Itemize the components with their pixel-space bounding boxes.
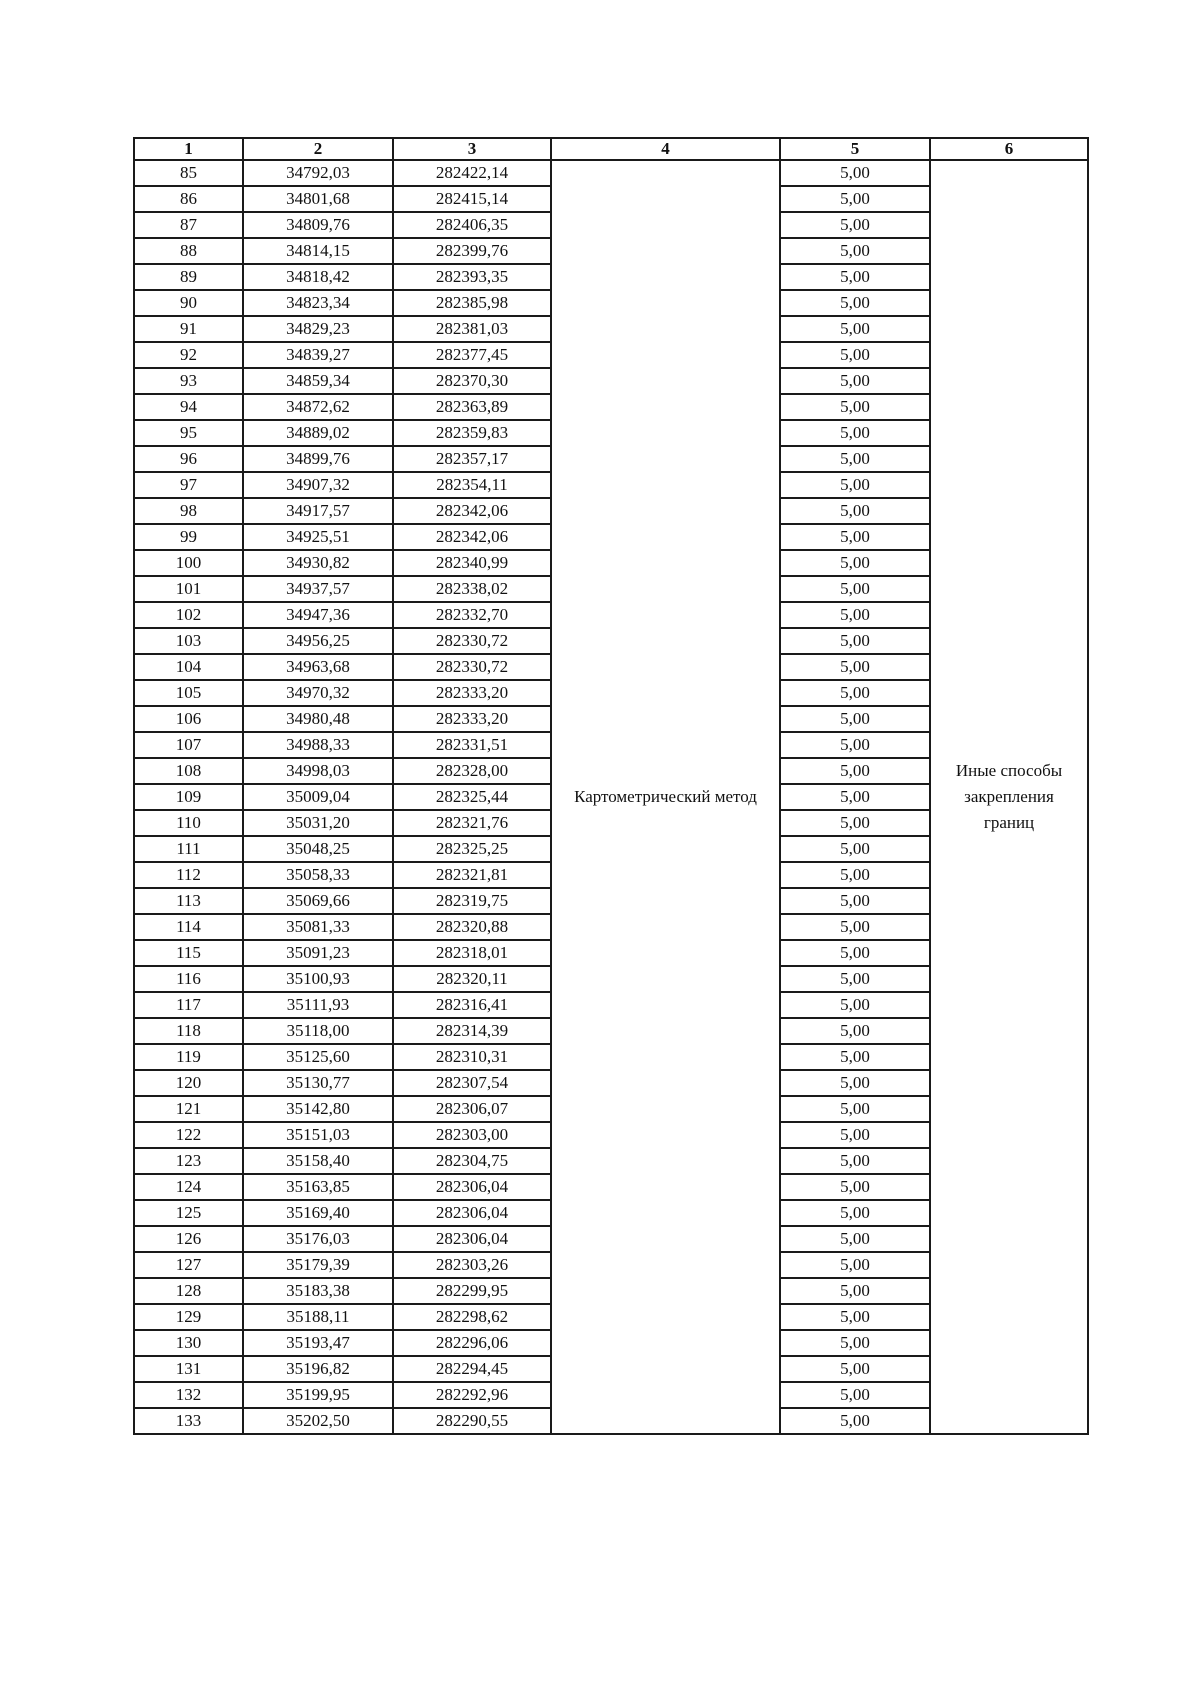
point-number-cell: 91: [134, 316, 243, 342]
y-coordinate-cell: 282340,99: [393, 550, 551, 576]
x-coordinate-cell: 35125,60: [243, 1044, 393, 1070]
accuracy-cell: 5,00: [780, 758, 930, 784]
x-coordinate-cell: 34814,15: [243, 238, 393, 264]
accuracy-cell: 5,00: [780, 1330, 930, 1356]
header-cell-2: 2: [243, 138, 393, 160]
y-coordinate-cell: 282331,51: [393, 732, 551, 758]
y-coordinate-cell: 282354,11: [393, 472, 551, 498]
y-coordinate-cell: 282304,75: [393, 1148, 551, 1174]
y-coordinate-cell: 282333,20: [393, 680, 551, 706]
y-coordinate-cell: 282385,98: [393, 290, 551, 316]
x-coordinate-cell: 35130,77: [243, 1070, 393, 1096]
x-coordinate-cell: 35081,33: [243, 914, 393, 940]
accuracy-cell: 5,00: [780, 1148, 930, 1174]
point-number-cell: 121: [134, 1096, 243, 1122]
coordinates-table: [133, 137, 1089, 1435]
point-number-cell: 116: [134, 966, 243, 992]
point-number-cell: 126: [134, 1226, 243, 1252]
x-coordinate-cell: 34956,25: [243, 628, 393, 654]
y-coordinate-cell: 282332,70: [393, 602, 551, 628]
y-coordinate-cell: 282325,44: [393, 784, 551, 810]
y-coordinate-cell: 282381,03: [393, 316, 551, 342]
accuracy-cell: 5,00: [780, 472, 930, 498]
accuracy-cell: 5,00: [780, 1278, 930, 1304]
accuracy-cell: 5,00: [780, 1044, 930, 1070]
x-coordinate-cell: 35031,20: [243, 810, 393, 836]
point-number-cell: 101: [134, 576, 243, 602]
accuracy-cell: 5,00: [780, 1070, 930, 1096]
x-coordinate-cell: 34947,36: [243, 602, 393, 628]
accuracy-cell: 5,00: [780, 888, 930, 914]
accuracy-cell: 5,00: [780, 654, 930, 680]
point-number-cell: 85: [134, 160, 243, 186]
y-coordinate-cell: 282393,35: [393, 264, 551, 290]
x-coordinate-cell: 34792,03: [243, 160, 393, 186]
y-coordinate-cell: 282306,04: [393, 1174, 551, 1200]
point-number-cell: 124: [134, 1174, 243, 1200]
y-coordinate-cell: 282370,30: [393, 368, 551, 394]
point-number-cell: 86: [134, 186, 243, 212]
accuracy-cell: 5,00: [780, 186, 930, 212]
accuracy-cell: 5,00: [780, 1252, 930, 1278]
point-number-cell: 112: [134, 862, 243, 888]
point-number-cell: 129: [134, 1304, 243, 1330]
accuracy-cell: 5,00: [780, 316, 930, 342]
accuracy-cell: 5,00: [780, 368, 930, 394]
point-number-cell: 118: [134, 1018, 243, 1044]
x-coordinate-cell: 35009,04: [243, 784, 393, 810]
accuracy-cell: 5,00: [780, 1226, 930, 1252]
x-coordinate-cell: 34998,03: [243, 758, 393, 784]
accuracy-cell: 5,00: [780, 706, 930, 732]
point-number-cell: 107: [134, 732, 243, 758]
header-cell-4: 4: [551, 138, 780, 160]
x-coordinate-cell: 35069,66: [243, 888, 393, 914]
header-row: [134, 138, 1088, 160]
y-coordinate-cell: 282306,07: [393, 1096, 551, 1122]
point-number-cell: 125: [134, 1200, 243, 1226]
point-number-cell: 95: [134, 420, 243, 446]
accuracy-cell: 5,00: [780, 1356, 930, 1382]
header-cell-3: 3: [393, 138, 551, 160]
x-coordinate-cell: 34839,27: [243, 342, 393, 368]
accuracy-cell: 5,00: [780, 160, 930, 186]
y-coordinate-cell: 282357,17: [393, 446, 551, 472]
accuracy-cell: 5,00: [780, 732, 930, 758]
point-number-cell: 106: [134, 706, 243, 732]
point-number-cell: 131: [134, 1356, 243, 1382]
accuracy-cell: 5,00: [780, 680, 930, 706]
x-coordinate-cell: 35193,47: [243, 1330, 393, 1356]
accuracy-cell: 5,00: [780, 1382, 930, 1408]
accuracy-cell: 5,00: [780, 1122, 930, 1148]
y-coordinate-cell: 282320,88: [393, 914, 551, 940]
x-coordinate-cell: 34988,33: [243, 732, 393, 758]
point-number-cell: 130: [134, 1330, 243, 1356]
x-coordinate-cell: 35183,38: [243, 1278, 393, 1304]
accuracy-cell: 5,00: [780, 238, 930, 264]
accuracy-cell: 5,00: [780, 628, 930, 654]
point-number-cell: 119: [134, 1044, 243, 1070]
x-coordinate-cell: 34889,02: [243, 420, 393, 446]
y-coordinate-cell: 282363,89: [393, 394, 551, 420]
accuracy-cell: 5,00: [780, 1304, 930, 1330]
x-coordinate-cell: 35176,03: [243, 1226, 393, 1252]
x-coordinate-cell: 34917,57: [243, 498, 393, 524]
point-number-cell: 127: [134, 1252, 243, 1278]
y-coordinate-cell: 282330,72: [393, 628, 551, 654]
x-coordinate-cell: 34899,76: [243, 446, 393, 472]
y-coordinate-cell: 282314,39: [393, 1018, 551, 1044]
y-coordinate-cell: 282321,81: [393, 862, 551, 888]
accuracy-cell: 5,00: [780, 914, 930, 940]
y-coordinate-cell: 282294,45: [393, 1356, 551, 1382]
accuracy-cell: 5,00: [780, 264, 930, 290]
x-coordinate-cell: 34970,32: [243, 680, 393, 706]
point-number-cell: 99: [134, 524, 243, 550]
point-number-cell: 105: [134, 680, 243, 706]
x-coordinate-cell: 34980,48: [243, 706, 393, 732]
accuracy-cell: 5,00: [780, 784, 930, 810]
y-coordinate-cell: 282298,62: [393, 1304, 551, 1330]
y-coordinate-cell: 282299,95: [393, 1278, 551, 1304]
accuracy-cell: 5,00: [780, 836, 930, 862]
x-coordinate-cell: 35111,93: [243, 992, 393, 1018]
y-coordinate-cell: 282359,83: [393, 420, 551, 446]
point-number-cell: 111: [134, 836, 243, 862]
x-coordinate-cell: 35118,00: [243, 1018, 393, 1044]
accuracy-cell: 5,00: [780, 290, 930, 316]
table-row: [134, 160, 1088, 186]
accuracy-cell: 5,00: [780, 1096, 930, 1122]
point-number-cell: 115: [134, 940, 243, 966]
y-coordinate-cell: 282330,72: [393, 654, 551, 680]
x-coordinate-cell: 34872,62: [243, 394, 393, 420]
accuracy-cell: 5,00: [780, 602, 930, 628]
accuracy-cell: 5,00: [780, 1174, 930, 1200]
x-coordinate-cell: 34907,32: [243, 472, 393, 498]
y-coordinate-cell: 282342,06: [393, 498, 551, 524]
accuracy-cell: 5,00: [780, 810, 930, 836]
point-number-cell: 108: [134, 758, 243, 784]
x-coordinate-cell: 35100,93: [243, 966, 393, 992]
fixing-method-cell: Иные способы закрепления границ: [930, 160, 1088, 1434]
y-coordinate-cell: 282316,41: [393, 992, 551, 1018]
x-coordinate-cell: 34930,82: [243, 550, 393, 576]
y-coordinate-cell: 282319,75: [393, 888, 551, 914]
y-coordinate-cell: 282406,35: [393, 212, 551, 238]
point-number-cell: 133: [134, 1408, 243, 1434]
x-coordinate-cell: 35142,80: [243, 1096, 393, 1122]
accuracy-cell: 5,00: [780, 446, 930, 472]
x-coordinate-cell: 34818,42: [243, 264, 393, 290]
x-coordinate-cell: 35188,11: [243, 1304, 393, 1330]
y-coordinate-cell: 282377,45: [393, 342, 551, 368]
x-coordinate-cell: 34925,51: [243, 524, 393, 550]
accuracy-cell: 5,00: [780, 212, 930, 238]
y-coordinate-cell: 282307,54: [393, 1070, 551, 1096]
point-number-cell: 114: [134, 914, 243, 940]
point-number-cell: 87: [134, 212, 243, 238]
point-number-cell: 123: [134, 1148, 243, 1174]
x-coordinate-cell: 35091,23: [243, 940, 393, 966]
point-number-cell: 93: [134, 368, 243, 394]
x-coordinate-cell: 35158,40: [243, 1148, 393, 1174]
point-number-cell: 122: [134, 1122, 243, 1148]
x-coordinate-cell: 34963,68: [243, 654, 393, 680]
accuracy-cell: 5,00: [780, 420, 930, 446]
header-cell-6: 6: [930, 138, 1088, 160]
accuracy-cell: 5,00: [780, 1200, 930, 1226]
point-number-cell: 120: [134, 1070, 243, 1096]
y-coordinate-cell: 282292,96: [393, 1382, 551, 1408]
accuracy-cell: 5,00: [780, 1408, 930, 1434]
y-coordinate-cell: 282310,31: [393, 1044, 551, 1070]
point-number-cell: 109: [134, 784, 243, 810]
y-coordinate-cell: 282296,06: [393, 1330, 551, 1356]
point-number-cell: 98: [134, 498, 243, 524]
y-coordinate-cell: 282422,14: [393, 160, 551, 186]
x-coordinate-cell: 34809,76: [243, 212, 393, 238]
y-coordinate-cell: 282306,04: [393, 1200, 551, 1226]
y-coordinate-cell: 282303,26: [393, 1252, 551, 1278]
point-number-cell: 100: [134, 550, 243, 576]
y-coordinate-cell: 282303,00: [393, 1122, 551, 1148]
point-number-cell: 113: [134, 888, 243, 914]
y-coordinate-cell: 282290,55: [393, 1408, 551, 1434]
accuracy-cell: 5,00: [780, 394, 930, 420]
point-number-cell: 96: [134, 446, 243, 472]
y-coordinate-cell: 282338,02: [393, 576, 551, 602]
point-number-cell: 89: [134, 264, 243, 290]
x-coordinate-cell: 34829,23: [243, 316, 393, 342]
y-coordinate-cell: 282321,76: [393, 810, 551, 836]
x-coordinate-cell: 34801,68: [243, 186, 393, 212]
x-coordinate-cell: 35179,39: [243, 1252, 393, 1278]
point-number-cell: 110: [134, 810, 243, 836]
y-coordinate-cell: 282328,00: [393, 758, 551, 784]
x-coordinate-cell: 35169,40: [243, 1200, 393, 1226]
x-coordinate-cell: 34823,34: [243, 290, 393, 316]
x-coordinate-cell: 34937,57: [243, 576, 393, 602]
accuracy-cell: 5,00: [780, 342, 930, 368]
x-coordinate-cell: 35163,85: [243, 1174, 393, 1200]
y-coordinate-cell: 282318,01: [393, 940, 551, 966]
x-coordinate-cell: 35199,95: [243, 1382, 393, 1408]
point-number-cell: 92: [134, 342, 243, 368]
method-cell: Картометрический метод: [551, 160, 780, 1434]
header-cell-1: 1: [134, 138, 243, 160]
y-coordinate-cell: 282333,20: [393, 706, 551, 732]
x-coordinate-cell: 35151,03: [243, 1122, 393, 1148]
y-coordinate-cell: 282399,76: [393, 238, 551, 264]
x-coordinate-cell: 34859,34: [243, 368, 393, 394]
point-number-cell: 128: [134, 1278, 243, 1304]
x-coordinate-cell: 35048,25: [243, 836, 393, 862]
point-number-cell: 132: [134, 1382, 243, 1408]
point-number-cell: 103: [134, 628, 243, 654]
x-coordinate-cell: 35202,50: [243, 1408, 393, 1434]
y-coordinate-cell: 282320,11: [393, 966, 551, 992]
accuracy-cell: 5,00: [780, 992, 930, 1018]
point-number-cell: 88: [134, 238, 243, 264]
accuracy-cell: 5,00: [780, 524, 930, 550]
header-cell-5: 5: [780, 138, 930, 160]
accuracy-cell: 5,00: [780, 576, 930, 602]
point-number-cell: 102: [134, 602, 243, 628]
accuracy-cell: 5,00: [780, 498, 930, 524]
accuracy-cell: 5,00: [780, 1018, 930, 1044]
y-coordinate-cell: 282325,25: [393, 836, 551, 862]
accuracy-cell: 5,00: [780, 940, 930, 966]
accuracy-cell: 5,00: [780, 966, 930, 992]
table-body: [134, 160, 1088, 1434]
accuracy-cell: 5,00: [780, 862, 930, 888]
point-number-cell: 104: [134, 654, 243, 680]
point-number-cell: 117: [134, 992, 243, 1018]
point-number-cell: 90: [134, 290, 243, 316]
y-coordinate-cell: 282342,06: [393, 524, 551, 550]
y-coordinate-cell: 282415,14: [393, 186, 551, 212]
y-coordinate-cell: 282306,04: [393, 1226, 551, 1252]
accuracy-cell: 5,00: [780, 550, 930, 576]
x-coordinate-cell: 35196,82: [243, 1356, 393, 1382]
x-coordinate-cell: 35058,33: [243, 862, 393, 888]
point-number-cell: 94: [134, 394, 243, 420]
point-number-cell: 97: [134, 472, 243, 498]
